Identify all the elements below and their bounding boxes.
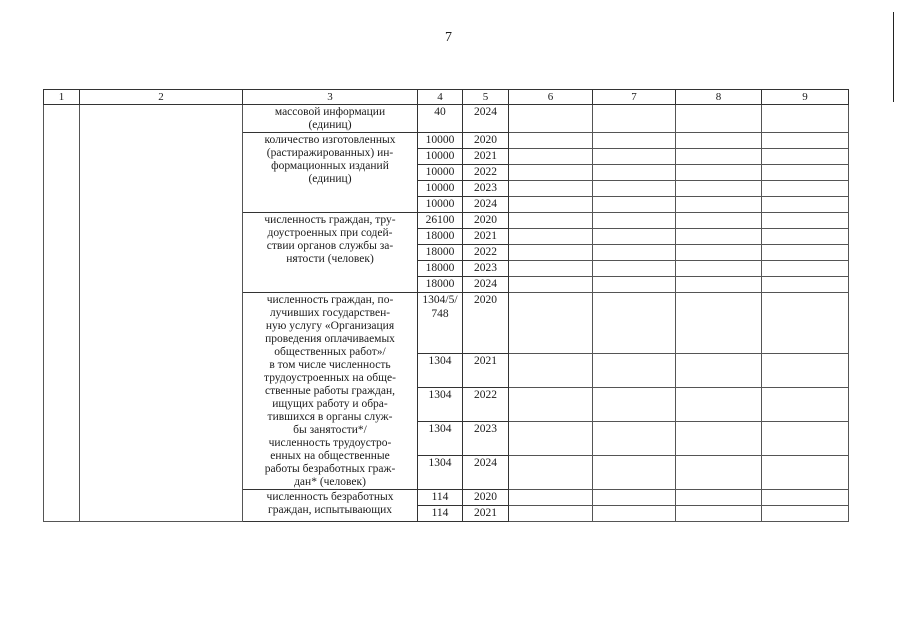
header-cell: 3 (243, 90, 418, 105)
indicator-name-line: массовой информации (274, 106, 386, 118)
year-cell: 2020 (463, 213, 509, 229)
column-9-cell (762, 149, 849, 165)
indicator-name-line: (единиц) (308, 119, 352, 131)
value-cell: 1304 (418, 354, 463, 388)
column-6-cell (509, 133, 593, 149)
year-cell: 2021 (463, 229, 509, 245)
column-6-cell (509, 165, 593, 181)
indicator-name-line: численность граждан, тру- (264, 214, 396, 226)
value-cell: 10000 (418, 181, 463, 197)
indicator-name-line: ную услугу «Организация (265, 320, 395, 332)
header-cell: 2 (80, 90, 243, 105)
year-cell: 2024 (463, 456, 509, 490)
column-9-cell (762, 165, 849, 181)
column-7-cell (593, 197, 676, 213)
column-9-cell (762, 213, 849, 229)
value-cell: 114 (418, 490, 463, 506)
year-cell: 2023 (463, 422, 509, 456)
year-cell: 2021 (463, 506, 509, 522)
column-6-cell (509, 105, 593, 133)
year-cell: 2024 (463, 105, 509, 133)
indicator-name-line: ищущих работу и обра- (272, 398, 388, 410)
column-7-cell (593, 229, 676, 245)
indicator-name-line: (растиражированных) ин- (266, 147, 394, 159)
year-cell: 2020 (463, 490, 509, 506)
year-cell: 2023 (463, 181, 509, 197)
indicator-name-line: дан* (человек) (294, 476, 366, 488)
column-6-cell (509, 354, 593, 388)
value-cell: 1304 (418, 422, 463, 456)
column-6-cell (509, 213, 593, 229)
column-8-cell (676, 490, 762, 506)
value-cell: 1304 (418, 388, 463, 422)
header-row (44, 90, 849, 105)
column-8-cell (676, 213, 762, 229)
value-cell: 10000 (418, 197, 463, 213)
column-7-cell (593, 213, 676, 229)
value-cell: 40 (418, 105, 463, 133)
header-cell: 4 (418, 90, 463, 105)
column-7-cell (593, 422, 676, 456)
column-8-cell (676, 277, 762, 293)
header-cell: 8 (676, 90, 762, 105)
year-cell: 2021 (463, 354, 509, 388)
value-cell: 114 (418, 506, 463, 522)
column-8-cell (676, 354, 762, 388)
column-7-cell (593, 490, 676, 506)
indicator-name-line: в том числе численность (269, 359, 391, 371)
indicator-name-line: работы безработных граж- (264, 463, 396, 475)
table-body (44, 90, 849, 522)
indicator-name-line: трудоустроенных на обще- (264, 372, 396, 384)
indicator-name-line: количество изготовленных (264, 134, 396, 146)
value-cell: 18000 (418, 245, 463, 261)
year-cell: 2022 (463, 388, 509, 422)
value-cell: 10000 (418, 149, 463, 165)
indicator-name-line: формационных изданий (271, 160, 389, 172)
indicator-name-line: численность граждан, по- (266, 294, 394, 306)
page-number: 7 (445, 30, 452, 45)
column-9-cell (762, 229, 849, 245)
indicator-name-cell (243, 133, 418, 213)
column-9-cell (762, 490, 849, 506)
header-cell: 9 (762, 90, 849, 105)
indicator-name-line: бы занятости*/ (293, 424, 367, 436)
indicator-name-line: тившихся в органы служ- (267, 411, 393, 423)
header-cell: 1 (44, 90, 80, 105)
column-7-cell (593, 506, 676, 522)
indicator-name-line: ственные работы граждан, (264, 385, 396, 397)
column-6-cell (509, 197, 593, 213)
column-6-cell (509, 456, 593, 490)
indicator-name-cell (243, 105, 418, 133)
column-8-cell (676, 149, 762, 165)
indicator-name-line: доустроенных при содей- (267, 227, 393, 239)
column-8-cell (676, 229, 762, 245)
column-9-cell (762, 181, 849, 197)
page-edge-mark (893, 12, 894, 102)
column-8-cell (676, 388, 762, 422)
column-7-cell (593, 354, 676, 388)
header-cell: 6 (509, 90, 593, 105)
column-8-cell (676, 133, 762, 149)
column-8-cell (676, 165, 762, 181)
indicator-name-line: численность безработных (266, 491, 394, 503)
column-6-cell (509, 149, 593, 165)
indicator-name-cell (243, 213, 418, 293)
value-cell: 26100 (418, 213, 463, 229)
column-6-cell (509, 293, 593, 354)
indicator-name-line: численность трудоустро- (268, 437, 392, 449)
column-9-cell (762, 388, 849, 422)
column-8-cell (676, 105, 762, 133)
column-9-cell (762, 293, 849, 354)
indicator-name-line: енных на общественные (270, 450, 390, 462)
col1-cell (44, 105, 80, 522)
indicator-name-cell (243, 490, 418, 522)
column-8-cell (676, 422, 762, 456)
column-6-cell (509, 506, 593, 522)
year-cell: 2023 (463, 261, 509, 277)
value-cell: 18000 (418, 229, 463, 245)
column-7-cell (593, 277, 676, 293)
column-7-cell (593, 133, 676, 149)
column-7-cell (593, 149, 676, 165)
column-9-cell (762, 133, 849, 149)
value-cell: 18000 (418, 277, 463, 293)
year-cell: 2024 (463, 197, 509, 213)
column-6-cell (509, 490, 593, 506)
column-9-cell (762, 261, 849, 277)
column-6-cell (509, 261, 593, 277)
column-6-cell (509, 245, 593, 261)
column-8-cell (676, 293, 762, 354)
column-6-cell (509, 181, 593, 197)
indicator-name-line: нятости (человек) (286, 253, 374, 265)
column-9-cell (762, 197, 849, 213)
column-9-cell (762, 277, 849, 293)
header-cell: 5 (463, 90, 509, 105)
column-8-cell (676, 181, 762, 197)
column-8-cell (676, 197, 762, 213)
column-7-cell (593, 105, 676, 133)
year-cell: 2024 (463, 277, 509, 293)
indicator-name-line: ствии органов службы за- (266, 240, 394, 252)
header-cell: 7 (593, 90, 676, 105)
indicator-name-line: (единиц) (308, 173, 352, 185)
indicator-name-line: общественных работ»/ (274, 346, 386, 358)
col2-cell (80, 105, 243, 522)
column-6-cell (509, 388, 593, 422)
column-7-cell (593, 261, 676, 277)
year-cell: 2022 (463, 245, 509, 261)
column-9-cell (762, 105, 849, 133)
year-cell: 2022 (463, 165, 509, 181)
column-9-cell (762, 456, 849, 490)
column-9-cell (762, 245, 849, 261)
column-7-cell (593, 388, 676, 422)
table-row (44, 105, 849, 133)
column-8-cell (676, 456, 762, 490)
indicators-table (43, 89, 849, 522)
indicator-name-line: проведения оплачиваемых (265, 333, 395, 345)
column-9-cell (762, 506, 849, 522)
column-6-cell (509, 422, 593, 456)
column-6-cell (509, 277, 593, 293)
value-cell: 10000 (418, 133, 463, 149)
column-7-cell (593, 293, 676, 354)
column-8-cell (676, 245, 762, 261)
column-7-cell (593, 181, 676, 197)
indicator-name-line: граждан, испытывающих (267, 504, 392, 516)
column-7-cell (593, 245, 676, 261)
indicator-name-line: лучивших государствен- (269, 307, 391, 319)
indicator-name-cell (243, 293, 418, 490)
column-7-cell (593, 456, 676, 490)
year-cell: 2020 (463, 293, 509, 354)
year-cell: 2021 (463, 149, 509, 165)
value-cell: 10000 (418, 165, 463, 181)
column-8-cell (676, 506, 762, 522)
value-cell: 1304/5/ 748 (418, 293, 463, 354)
column-8-cell (676, 261, 762, 277)
column-7-cell (593, 165, 676, 181)
year-cell: 2020 (463, 133, 509, 149)
value-cell: 18000 (418, 261, 463, 277)
column-9-cell (762, 354, 849, 388)
column-6-cell (509, 229, 593, 245)
column-9-cell (762, 422, 849, 456)
value-cell: 1304 (418, 456, 463, 490)
